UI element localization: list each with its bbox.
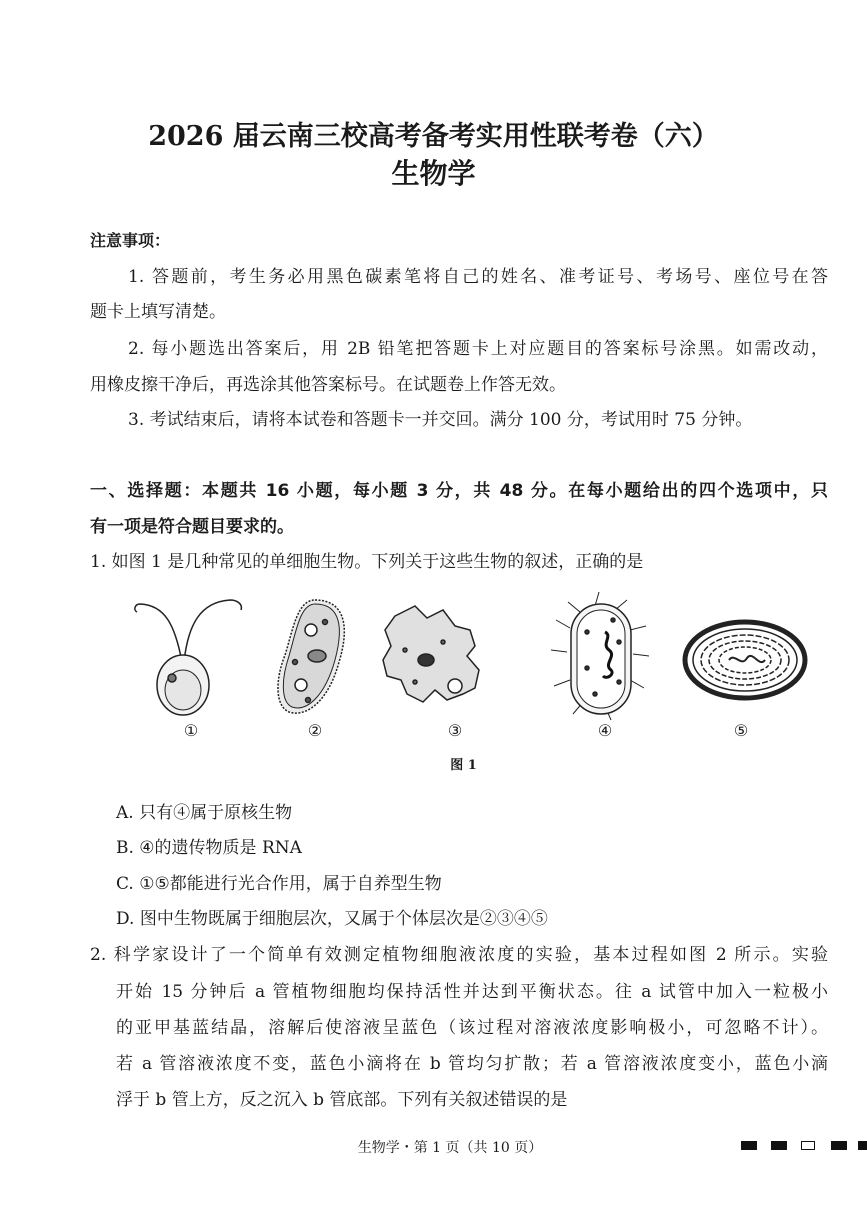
notice-item-2-line-1: 2. 每小题选出答案后，用 2B 铅笔把答题卡上对应题目的答案标号涂黑。如需改动， bbox=[128, 339, 828, 359]
figure-label-5: ⑤ bbox=[733, 721, 749, 740]
bacterium-illustration bbox=[551, 592, 649, 720]
option-a: A. 只有④属于原核生物 bbox=[116, 803, 293, 823]
question-2-line-5: 浮于 b 管上方，反之沉入 b 管底部。下列有关叙述错误的是 bbox=[116, 1090, 568, 1110]
figure-label-1: ① bbox=[183, 721, 199, 740]
notice-heading: 注意事项： bbox=[90, 231, 171, 250]
notice-item-2-line-2: 用橡皮擦干净后，再选涂其他答案标号。在试题卷上作答无效。 bbox=[90, 375, 566, 395]
footer-mark bbox=[741, 1141, 757, 1150]
subject-title: 生物学 bbox=[391, 157, 476, 190]
section-heading-line-1: 一、选择题：本题共 16 小题，每小题 3 分，共 48 分。在每小题给出的四个选项中，只 bbox=[90, 481, 828, 501]
question-2-line-2: 开始 15 分钟后 a 管植物细胞均保持活性并达到平衡状态。往 a 试管中加入一粒极小 bbox=[116, 982, 828, 1002]
option-d: D. 图中生物既属于细胞层次，又属于个体层次是②③④⑤ bbox=[116, 909, 548, 929]
figure-label-4: ④ bbox=[597, 721, 613, 740]
page-footer: 生物学・第 1 页（共 10 页） bbox=[357, 1140, 543, 1156]
footer-mark bbox=[858, 1141, 867, 1150]
chlamydomonas-illustration bbox=[135, 600, 242, 715]
figure-label-3: ③ bbox=[447, 721, 463, 740]
notice-item-3: 3. 考试结束后，请将本试卷和答题卡一并交回。满分 100 分，考试用时 75 分钟。 bbox=[128, 410, 753, 430]
option-b: B. ④的遗传物质是 RNA bbox=[116, 838, 302, 858]
section-heading-line-2: 有一项是符合题目要求的。 bbox=[90, 517, 294, 537]
question-2-line-3: 的亚甲基蓝结晶，溶解后使溶液呈蓝色（该过程对溶液浓度影响极小，可忽略不计）。 bbox=[116, 1018, 828, 1038]
figure-1-caption: 图 1 bbox=[450, 758, 477, 773]
question-2-line-1: 2. 科学家设计了一个简单有效测定植物细胞液浓度的实验，基本过程如图 2 所示。实验 bbox=[90, 945, 828, 965]
figure-label-2: ② bbox=[307, 721, 323, 740]
footer-mark bbox=[831, 1141, 847, 1150]
amoeba-illustration bbox=[383, 606, 479, 702]
footer-mark bbox=[801, 1141, 815, 1150]
notice-item-1-line-2: 题卡上填写清楚。 bbox=[90, 302, 226, 322]
cyanobacterium-illustration bbox=[685, 622, 805, 698]
exam-title: 2026 届云南三校高考备考实用性联考卷（六） bbox=[148, 121, 719, 152]
paramecium-illustration bbox=[278, 600, 344, 713]
question-1-stem: 1. 如图 1 是几种常见的单细胞生物。下列关于这些生物的叙述，正确的是 bbox=[90, 552, 644, 572]
question-2-line-4: 若 a 管溶液浓度不变，蓝色小滴将在 b 管均匀扩散；若 a 管溶液浓度变小，蓝色小滴 bbox=[116, 1054, 828, 1074]
figure-1 bbox=[125, 590, 825, 725]
footer-mark bbox=[771, 1141, 787, 1150]
notice-item-1-line-1: 1. 答题前，考生务必用黑色碳素笔将自己的姓名、准考证号、考场号、座位号在答 bbox=[128, 267, 828, 287]
option-c: C. ①⑤都能进行光合作用，属于自养型生物 bbox=[116, 874, 442, 894]
